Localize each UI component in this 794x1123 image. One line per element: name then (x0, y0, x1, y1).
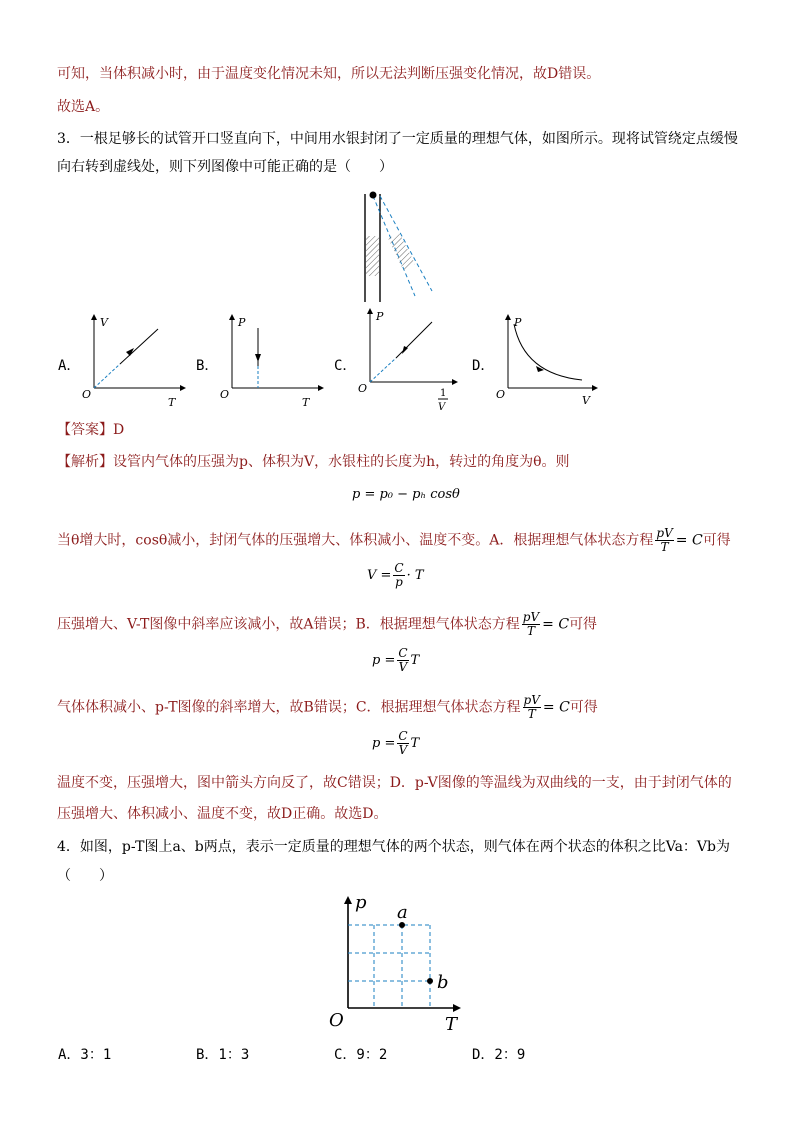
q3-analysis-line (57, 451, 570, 473)
q4-origin: O (329, 1010, 344, 1031)
q3-d-yaxis: P (514, 316, 522, 329)
q3-option-b-label[interactable]: B． (196, 358, 219, 374)
q4-stem-line-1: 4．如图，p-T图上a、b两点，表示一定质量的理想气体的两个状态，则气体在两个状态的体积之比Va：Vb为 (57, 839, 730, 855)
q3-para-5: 温度不变，压强增大，图中箭头方向反了，故C错误；D．p-V图像的等温线为双曲线的一支，由于封闭气体的 (57, 775, 732, 791)
q3-a-origin: O (82, 388, 92, 401)
q3-b-yaxis: P (238, 316, 246, 329)
q3-c-yaxis: P (376, 310, 384, 323)
q3-d-origin: O (496, 388, 506, 401)
intro-line-2: 故选A。 (57, 99, 110, 115)
q4-stem-line-2: （ ） (57, 868, 113, 884)
q3-option-a-label[interactable]: A． (58, 358, 81, 374)
q3-para-4: 气体体积减小、p-T图像的斜率增大，故B错误；C．根据理想气体状态方程 $\frac{pV}{T}$ = C可得 (57, 693, 598, 721)
test-tube-figure (340, 186, 450, 306)
q4-option-c[interactable]: C．9：2 (334, 1047, 388, 1063)
q3-option-b-graph (218, 312, 328, 412)
equation-1: p = p₀ − pₕ cosθ (352, 487, 460, 502)
q4-point-a-label: a (397, 902, 408, 923)
q3-a-yaxis: V (100, 316, 108, 329)
q3-b-origin: O (220, 388, 230, 401)
q3-para-3: 压强增大、V-T图像中斜率应该减小，故A错误；B．根据理想气体状态方程 $\frac{pV}{T}$ = C可得 (57, 610, 598, 638)
point-b (427, 978, 433, 984)
q3-c-xaxis-num: 1 (440, 388, 447, 399)
q3-option-d-label[interactable]: D． (472, 358, 495, 374)
q4-pt-graph (325, 890, 465, 1040)
q4-axis-p: p (355, 892, 367, 913)
q3-para-6: 压强增大、体积减小、温度不变，故D正确。故选D。 (57, 806, 388, 822)
q4-option-a[interactable]: A．3：1 (58, 1047, 112, 1063)
q3-option-c-graph (356, 306, 466, 416)
q3-analysis-head: 【解析】 (57, 454, 113, 470)
q3-a-xaxis: T (168, 396, 176, 409)
q3-option-c-label[interactable]: C． (334, 358, 357, 374)
q3-b-xaxis: T (302, 396, 310, 409)
q4-axis-t: T (445, 1014, 458, 1035)
q4-option-d[interactable]: D．2：9 (472, 1047, 526, 1063)
q3-option-a-graph (80, 312, 190, 412)
q4-option-b[interactable]: B．1：3 (196, 1047, 250, 1063)
q3-c-xaxis-den: V (438, 402, 446, 413)
q3-option-d-graph (494, 312, 604, 412)
q3-stem-line-2: 向右转到虚线处，则下列图像中可能正确的是（ ） (57, 159, 393, 175)
equation-2: V = $\frac{C}{p}$ · T (367, 561, 424, 589)
intro-line-1: 可知，当体积减小时，由于温度变化情况未知，所以无法判断压强变化情况，故D错误。 (57, 66, 601, 82)
q4-point-b-label: b (437, 972, 449, 993)
equation-4: p = $\frac{C}{V}$ T (372, 729, 420, 757)
q3-c-origin: O (358, 382, 368, 395)
q3-analysis-text: 设管内气体的压强为p、体积为V，水银柱的长度为h，转过的角度为θ。则 (113, 454, 570, 470)
q3-d-xaxis: V (582, 394, 590, 407)
q3-answer: 【答案】D (57, 422, 125, 438)
q3-stem-line-1: 3．一根足够长的试管开口竖直向下，中间用水银封闭了一定质量的理想气体，如图所示。现将试管绕定点缓慢 (57, 131, 738, 147)
q3-para-2: 当θ增大时，cosθ减小，封闭气体的压强增大、体积减小、温度不变。A．根据理想气体状态方程 $\frac{pV}{T}$ = C可得 (57, 526, 731, 554)
equation-3: p = $\frac{C}{V}$ T (372, 646, 420, 674)
